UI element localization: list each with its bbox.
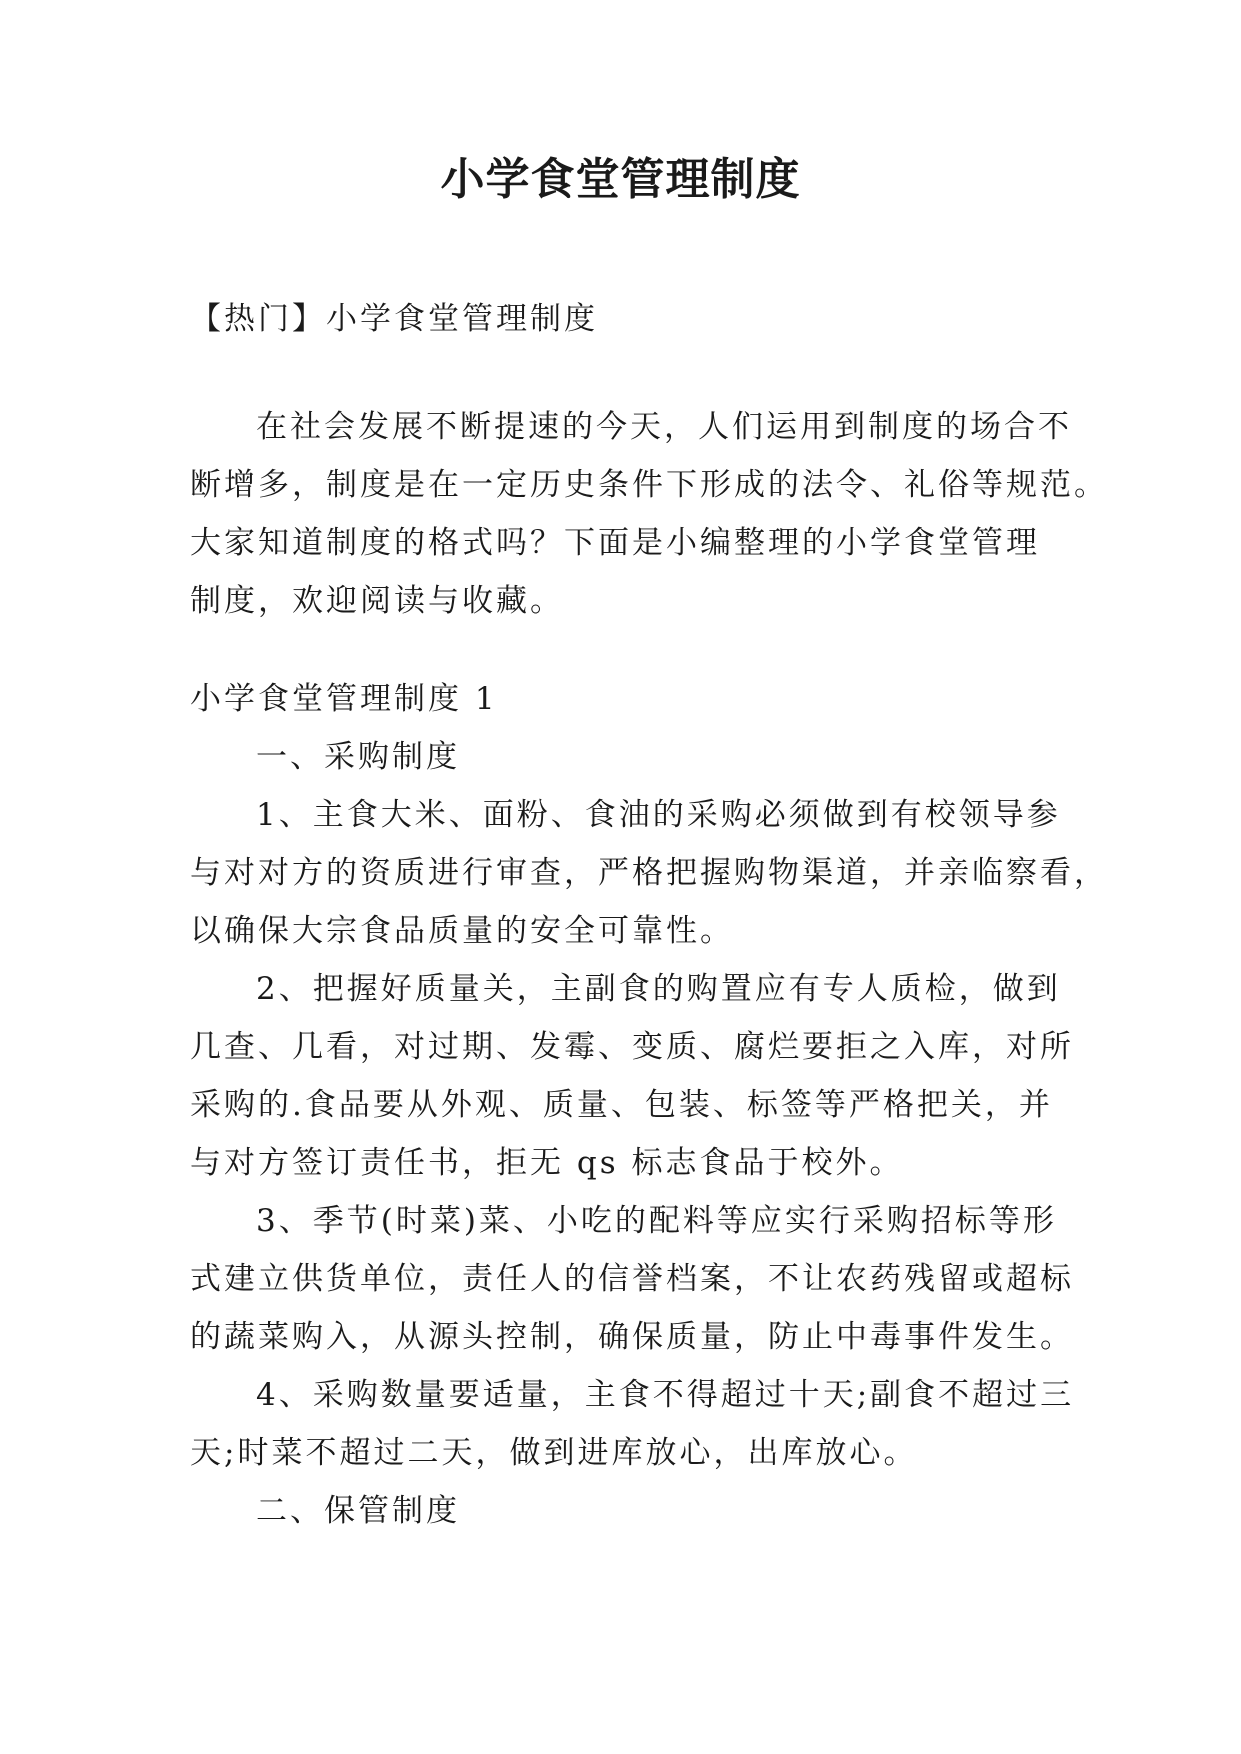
item-line: 以确保大宗食品质量的安全可靠性。 — [190, 913, 734, 949]
intro-line: 制度，欢迎阅读与收藏。 — [190, 583, 564, 619]
item-paragraph — [190, 1192, 1090, 1366]
item-line: 1、主食大米、面粉、食油的采购必须做到有校领导参 — [256, 797, 1061, 833]
item-paragraph — [190, 786, 1108, 960]
item-line: 天;时菜不超过二天，做到进库放心，出库放心。 — [190, 1435, 918, 1471]
item-paragraph — [190, 1366, 1090, 1482]
item-line: 与对方签订责任书，拒无 qs 标志食品于校外。 — [190, 1145, 904, 1181]
item-line: 的蔬菜购入，从源头控制，确保质量，防止中毒事件发生。 — [190, 1319, 1074, 1355]
section-title: 小学食堂管理制度 1 — [190, 681, 498, 717]
item-line: 式建立供货单位，责任人的信誉档案，不让农药残留或超标 — [190, 1261, 1074, 1297]
document-title: 小学食堂管理制度 — [440, 154, 801, 205]
item-paragraph — [190, 960, 1090, 1192]
document-body — [190, 290, 1108, 1540]
item-line: 几查、几看，对过期、发霉、变质、腐烂要拒之入库，对所 — [190, 1029, 1074, 1065]
item-line: 2、把握好质量关，主副食的购置应有专人质检，做到 — [256, 971, 1061, 1007]
section-heading: 一、采购制度 — [256, 739, 460, 775]
tag-line: 【热门】小学食堂管理制度 — [190, 301, 598, 337]
item-line: 3、季节(时菜)菜、小吃的配料等应实行采购招标等形 — [256, 1203, 1057, 1239]
intro-line: 大家知道制度的格式吗？下面是小编整理的小学食堂管理 — [190, 525, 1040, 561]
item-line: 采购的.食品要从外观、质量、包装、标签等严格把关，并 — [190, 1087, 1053, 1123]
intro-paragraph — [190, 398, 1108, 630]
item-line: 4、采购数量要适量，主食不得超过十天;副食不超过三 — [256, 1377, 1075, 1413]
section-heading: 二、保管制度 — [256, 1493, 460, 1529]
intro-line: 断增多，制度是在一定历史条件下形成的法令、礼俗等规范。 — [190, 467, 1108, 503]
item-line: 与对对方的资质进行审查，严格把握购物渠道，并亲临察看， — [190, 855, 1108, 891]
intro-line: 在社会发展不断提速的今天，人们运用到制度的场合不 — [256, 409, 1072, 445]
